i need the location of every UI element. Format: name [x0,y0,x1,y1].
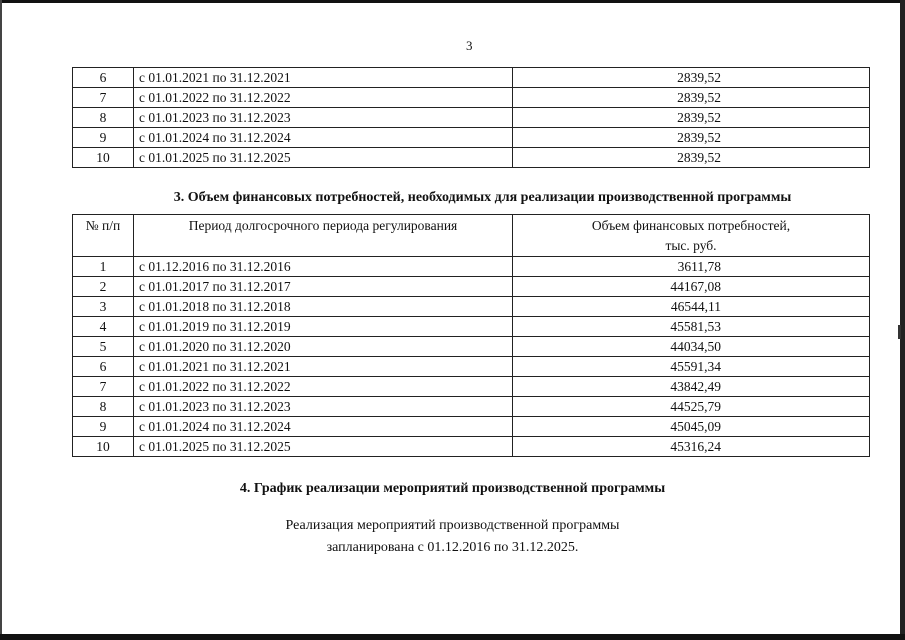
scan-border-top [0,0,905,3]
row-number: 9 [73,128,134,148]
table-row [73,108,870,128]
row-period: с 01.01.2022 по 31.12.2022 [134,377,513,397]
row-number: 9 [73,417,134,437]
section-4-paragraph-line2: запланирована с 01.12.2016 по 31.12.2025. [326,540,579,555]
row-value: 46544,11 [513,297,870,317]
section-4-heading: 4. График реализации мероприятий производственной программы [239,481,666,496]
row-number: 6 [73,357,134,377]
row-number: 8 [73,108,134,128]
row-value: 45581,53 [513,317,870,337]
row-number: 4 [73,317,134,337]
table-header-row [73,215,870,257]
row-value: 44167,08 [513,277,870,297]
row-period: с 01.01.2019 по 31.12.2019 [134,317,513,337]
row-value: 44525,79 [513,397,870,417]
header-value-line1: Объем финансовых потребностей, [591,218,791,233]
row-number: 1 [73,257,134,277]
row-value: 2839,52 [513,108,870,128]
table-row [73,277,870,297]
row-period: с 01.01.2024 по 31.12.2024 [134,417,513,437]
table-row [73,377,870,397]
row-period: с 01.01.2021 по 31.12.2021 [134,357,513,377]
row-value: 44034,50 [513,337,870,357]
table-row [73,397,870,417]
row-value: 45591,34 [513,357,870,377]
row-value: 2839,52 [513,68,870,88]
row-value: 2839,52 [513,128,870,148]
table-continued-body [73,68,870,168]
row-number: 7 [73,377,134,397]
section-4-paragraph-line1: Реализация мероприятий производственной программы [285,518,620,533]
row-value: 45045,09 [513,417,870,437]
scan-border-bottom [0,634,905,640]
financial-needs-table [72,214,870,457]
scan-artifact [898,325,901,339]
row-period: с 01.01.2025 по 31.12.2025 [134,148,513,168]
row-number: 5 [73,337,134,357]
table-row [73,417,870,437]
table-row [73,68,870,88]
row-period: с 01.01.2021 по 31.12.2021 [134,68,513,88]
table-row [73,88,870,108]
row-number: 6 [73,68,134,88]
table-row [73,437,870,457]
row-period: с 01.12.2016 по 31.12.2016 [134,257,513,277]
header-period: Период долгосрочного периода регулирования [134,215,513,257]
table-row [73,128,870,148]
row-number: 10 [73,437,134,457]
row-number: 3 [73,297,134,317]
table-row [73,357,870,377]
financial-needs-table-body [73,215,870,457]
row-number: 8 [73,397,134,417]
row-value: 2839,52 [513,148,870,168]
row-value: 3611,78 [513,257,870,277]
row-period: с 01.01.2023 по 31.12.2023 [134,397,513,417]
table-continued [72,67,870,168]
row-value: 45316,24 [513,437,870,457]
table-row [73,297,870,317]
row-period: с 01.01.2018 по 31.12.2018 [134,297,513,317]
table-row [73,257,870,277]
table-row [73,337,870,357]
row-number: 2 [73,277,134,297]
row-period: с 01.01.2025 по 31.12.2025 [134,437,513,457]
row-number: 7 [73,88,134,108]
header-value-line2: тыс. руб. [665,238,717,253]
row-period: с 01.01.2024 по 31.12.2024 [134,128,513,148]
page-number: 3 [466,38,473,53]
header-value [513,215,870,257]
row-period: с 01.01.2022 по 31.12.2022 [134,88,513,108]
row-value: 43842,49 [513,377,870,397]
table-row [73,148,870,168]
row-period: с 01.01.2017 по 31.12.2017 [134,277,513,297]
row-period: с 01.01.2023 по 31.12.2023 [134,108,513,128]
row-number: 10 [73,148,134,168]
section-3-heading: 3. Объем финансовых потребностей, необходимых для реализации производственной программы [173,190,792,205]
table-row [73,317,870,337]
row-period: с 01.01.2020 по 31.12.2020 [134,337,513,357]
row-value: 2839,52 [513,88,870,108]
header-num: № п/п [73,215,134,257]
